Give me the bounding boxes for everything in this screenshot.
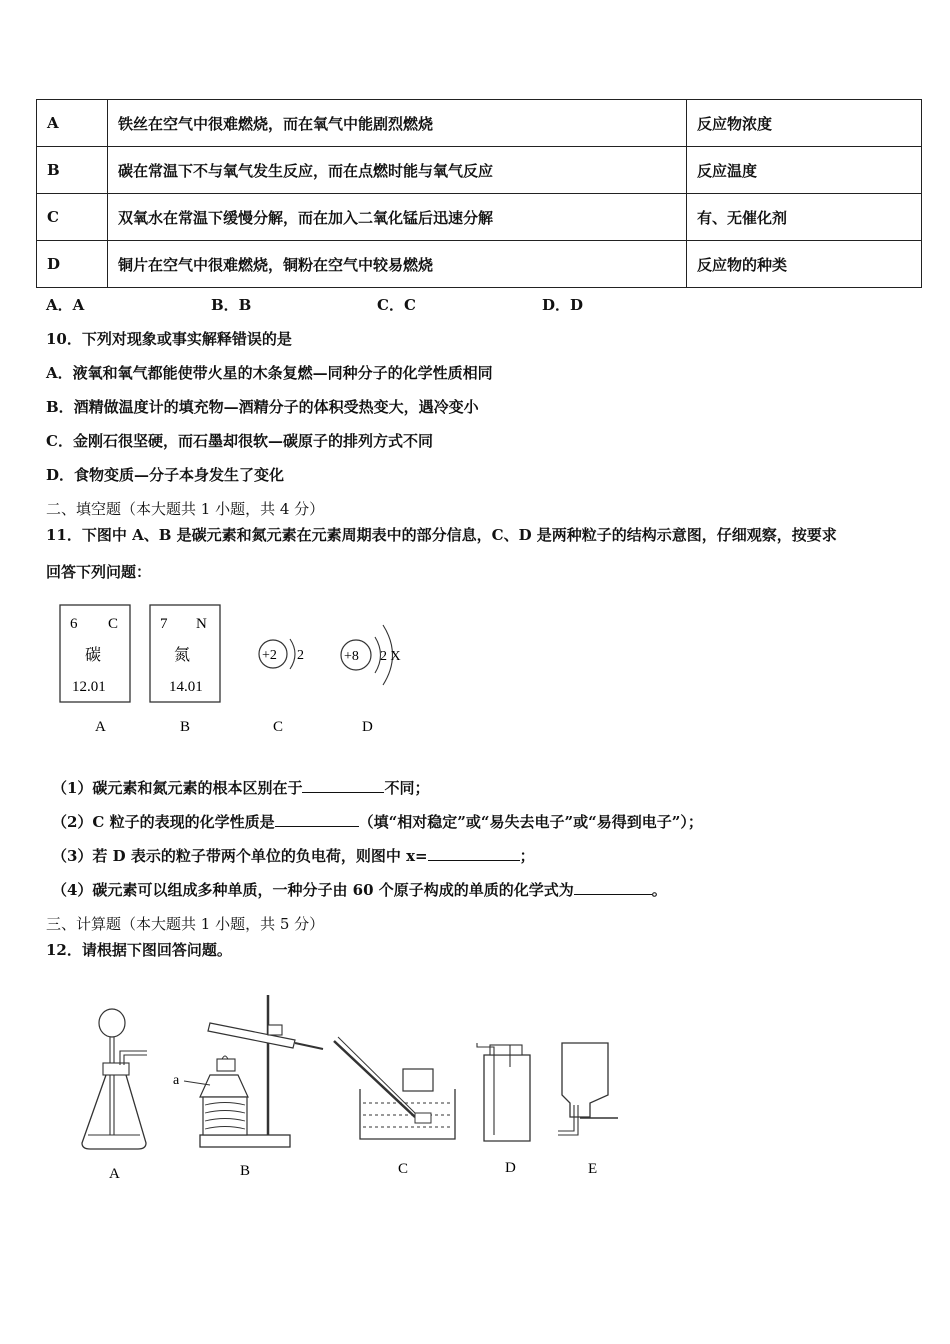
figure-label-b: B: [180, 719, 191, 735]
apparatus-label-b: B: [240, 1163, 251, 1179]
q10-option-b[interactable]: B．酒精做温度计的填充物—酒精分子的体积受热变大，遇冷变小: [46, 398, 479, 416]
table-row: [37, 241, 922, 288]
q11-stem-line1: 11．下图中 A、B 是碳元素和氮元素在元素周期表中的部分信息，C、D 是两种粒子的结构示意图，仔细观察，按要求: [46, 526, 837, 544]
row-factor: 反应物浓度: [687, 100, 922, 147]
q11-stem-line2: 回答下列问题：: [46, 563, 152, 581]
nitrogen-symbol: N: [196, 616, 207, 632]
carbon-symbol: C: [108, 616, 119, 632]
row-letter: B: [37, 147, 108, 194]
q11-sub2-tail: （填“相对稳定”或“易失去电子”或“易得到电子”）；: [358, 813, 703, 831]
row-factor: 有、无催化剂: [687, 194, 922, 241]
answer-blank[interactable]: [302, 778, 384, 793]
q11-sub1: [52, 777, 429, 798]
figure-label-d: D: [362, 719, 373, 735]
q9-choice-a[interactable]: A．A: [46, 296, 85, 314]
q11-sub3-text: （3）若 D 表示的粒子带两个单位的负电荷，则图中 x=: [52, 847, 428, 865]
particle-c-nucleus: +2: [262, 648, 277, 663]
row-fact: 铁丝在空气中很难燃烧，而在氧气中能剧烈燃烧: [108, 100, 687, 147]
figure-label-c: C: [273, 719, 284, 735]
label-a-marker: a: [173, 1073, 180, 1088]
particle-d-shell: 2 X: [380, 649, 401, 664]
q11-sub4-text: （4）碳元素可以组成多种单质，一种分子由 60 个原子构成的单质的化学式为: [52, 881, 574, 899]
apparatus-d-gas-bottle: [477, 1043, 530, 1141]
row-letter: D: [37, 241, 108, 288]
row-fact: 铜片在空气中很难燃烧，铜粉在空气中较易燃烧: [108, 241, 687, 288]
row-factor: 反应温度: [687, 147, 922, 194]
table-row: [37, 147, 922, 194]
section-3-heading: 三、计算题（本大题共 1 小题，共 5 分）: [46, 915, 325, 933]
answer-blank[interactable]: [275, 812, 359, 827]
row-fact: 碳在常温下不与氧气发生反应，而在点燃时能与氧气反应: [108, 147, 687, 194]
row-fact: 双氧水在常温下缓慢分解，而在加入二氧化锰后迅速分解: [108, 194, 687, 241]
nitrogen-number: 7: [160, 616, 168, 632]
element-card-nitrogen: [150, 605, 220, 702]
q10-option-d[interactable]: D．食物变质—分子本身发生了变化: [46, 466, 285, 484]
answer-blank[interactable]: [428, 846, 520, 861]
q10-option-a[interactable]: A．液氧和氧气都能使带火星的木条复燃—同种分子的化学性质相同: [46, 364, 493, 382]
nitrogen-mass: 14.01: [169, 679, 203, 695]
particle-d-nucleus: +8: [344, 649, 359, 664]
row-letter: C: [37, 194, 108, 241]
table-row: [37, 100, 922, 147]
q12-stem: 12．请根据下图回答问题。: [46, 941, 232, 959]
apparatus-b-heating-setup: [173, 995, 323, 1147]
carbon-name: 碳: [85, 645, 102, 664]
section-2-heading: 二、填空题（本大题共 1 小题，共 4 分）: [46, 500, 325, 518]
q11-sub4-tail: 。: [651, 881, 667, 899]
element-card-carbon: [60, 605, 130, 702]
figure-label-a: A: [95, 719, 106, 735]
table-row: [37, 194, 922, 241]
element-figures: [50, 595, 430, 745]
apparatus-label-e: E: [588, 1161, 598, 1177]
apparatus-label-a: A: [109, 1166, 120, 1182]
carbon-number: 6: [70, 616, 78, 632]
apparatus-a-flask: [82, 1009, 147, 1149]
particle-c-diagram: [259, 639, 304, 669]
q11-sub3-tail: ；: [519, 847, 535, 865]
q11-sub1-text: （1）碳元素和氮元素的根本区别在于: [52, 779, 303, 797]
apparatus-label-c: C: [398, 1161, 409, 1177]
q9-choice-c[interactable]: C．C: [377, 296, 416, 314]
particle-d-diagram: [341, 625, 401, 685]
row-letter: A: [37, 100, 108, 147]
q11-sub1-tail: 不同；: [384, 779, 430, 797]
apparatus-figures: [70, 985, 630, 1185]
q9-choice-d[interactable]: D．D: [542, 296, 584, 314]
apparatus-e-inverted-bottle: [558, 1043, 618, 1135]
apparatus-label-d: D: [505, 1160, 516, 1176]
q10-option-c[interactable]: C．金刚石很坚硬，而石墨却很软—碳原子的排列方式不同: [46, 432, 433, 450]
row-factor: 反应物的种类: [687, 241, 922, 288]
q11-sub4: [52, 879, 667, 900]
answer-blank[interactable]: [574, 880, 652, 895]
q11-sub2-text: （2）C 粒子的表现的化学性质是: [52, 813, 275, 831]
particle-c-shell: 2: [297, 648, 304, 663]
carbon-mass: 12.01: [72, 679, 106, 695]
q10-stem: 10．下列对现象或事实解释错误的是: [46, 330, 292, 348]
options-table: [36, 99, 922, 288]
nitrogen-name: 氮: [174, 645, 191, 664]
q9-choice-b[interactable]: B．B: [211, 296, 252, 314]
q11-sub2: [52, 811, 703, 832]
apparatus-c-water-trough: [334, 1037, 455, 1139]
q11-sub3: [52, 845, 535, 866]
